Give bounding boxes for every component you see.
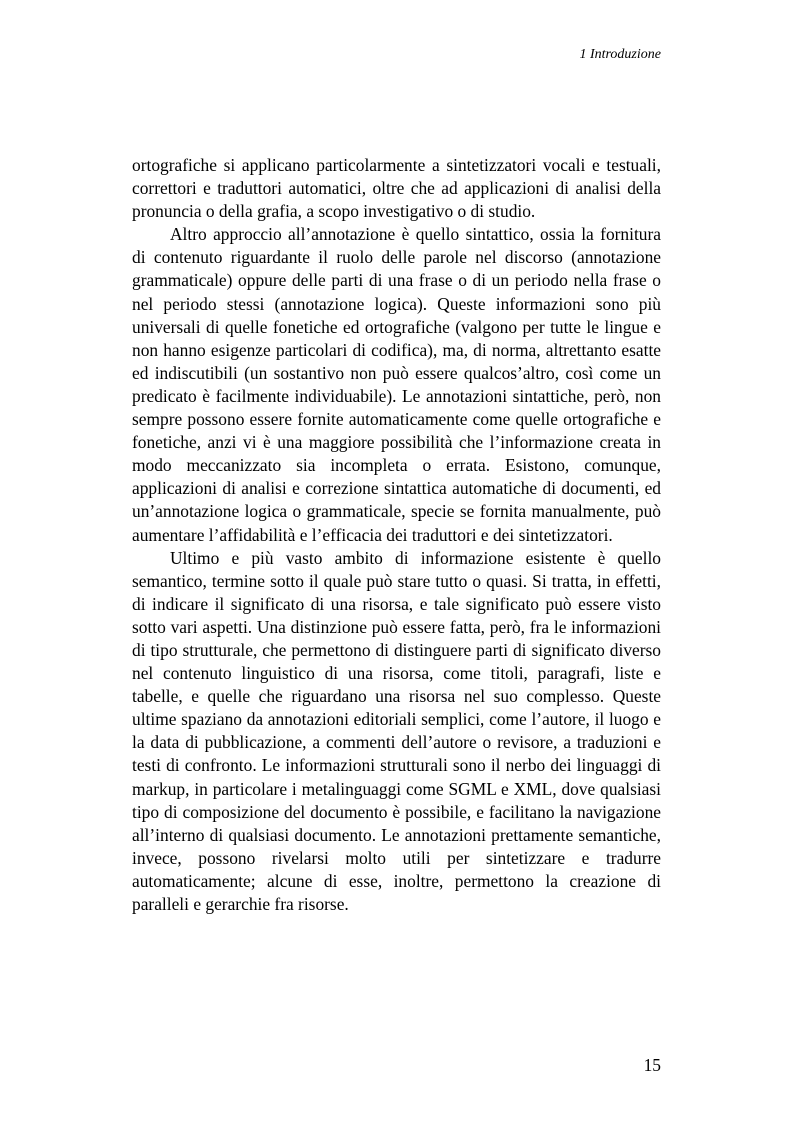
body-text bbox=[132, 154, 661, 916]
running-header: 1 Introduzione bbox=[579, 47, 661, 62]
paragraph-semantic-annotation: Ultimo e più vasto ambito di informazione esistente è quello semantico, termine sotto il quale può stare tutto o quasi. Si tratta, in effetti, di indicare il significato di una risorsa, e tale significato può essere visto sotto vari aspetti. Una distinzione può essere fatta, però, fra le informazioni di tipo strutturale, che permettono di distinguere parti di significato diverso nel contenuto linguistico di una risorsa, come titoli, paragrafi, liste e tabelle, e quelle che riguardano una risorsa nel suo complesso. Queste ultime spaziano da annotazioni editoriali semplici, come l’autore, il luogo e la data di pubblicazione, a commenti dell’autore o revisore, a traduzioni e testi di confronto. Le informazioni strutturali sono il nerbo dei linguaggi di markup, in particolare i metalinguaggi come SGML e XML, dove qualsiasi tipo di composizione del documento è possibile, e facilitano la navigazione all’interno di qualsiasi documento. Le annotazioni prettamente semantiche, invece, possono rivelarsi molto utili per sintetizzare e tradurre automaticamente; alcune di esse, inoltre, permettono la creazione di paralleli e gerarchie fra risorse. bbox=[132, 547, 661, 914]
paragraph-syntactic-annotation: Altro approccio all’annotazione è quello sintattico, ossia la fornitura di contenuto riguardante il ruolo delle parole nel discorso (annotazione grammaticale) oppure delle parti di una frase o di un periodo nella frase o nel periodo stessi (annotazione logica). Queste informazioni sono più universali di quelle fonetiche ed ortografiche (valgono per tutte le lingue e non hanno esigenze particolari di codifica), ma, di norma, altrettanto esatte ed indiscutibili (un sostantivo non può essere qualcos’altro, così come un predicato è facilmente individuabile). Le annotazioni sintattiche, però, non sempre possono essere fornite automaticamente come quelle ortografiche e fonetiche, anzi vi è una maggiore possibilità che l’informazione creata in modo meccanizzato sia incompleta o errata. Esistono, comunque, applicazioni di analisi e correzione sintattica automatiche di documenti, ed un’annotazione logica o grammaticale, specie se fornita manualmente, può aumentare l’affidabilità e l’efficacia dei traduttori e dei sintetizzatori. bbox=[132, 224, 661, 545]
page-number: 15 bbox=[643, 1055, 661, 1075]
paragraph-continuation: ortografiche si applicano particolarmente a sintetizzatori vocali e testuali, correttori e traduttori automatici, oltre che ad applicazioni di analisi della pronuncia o della grafia, a scopo investigativo o di studio. bbox=[132, 155, 661, 222]
